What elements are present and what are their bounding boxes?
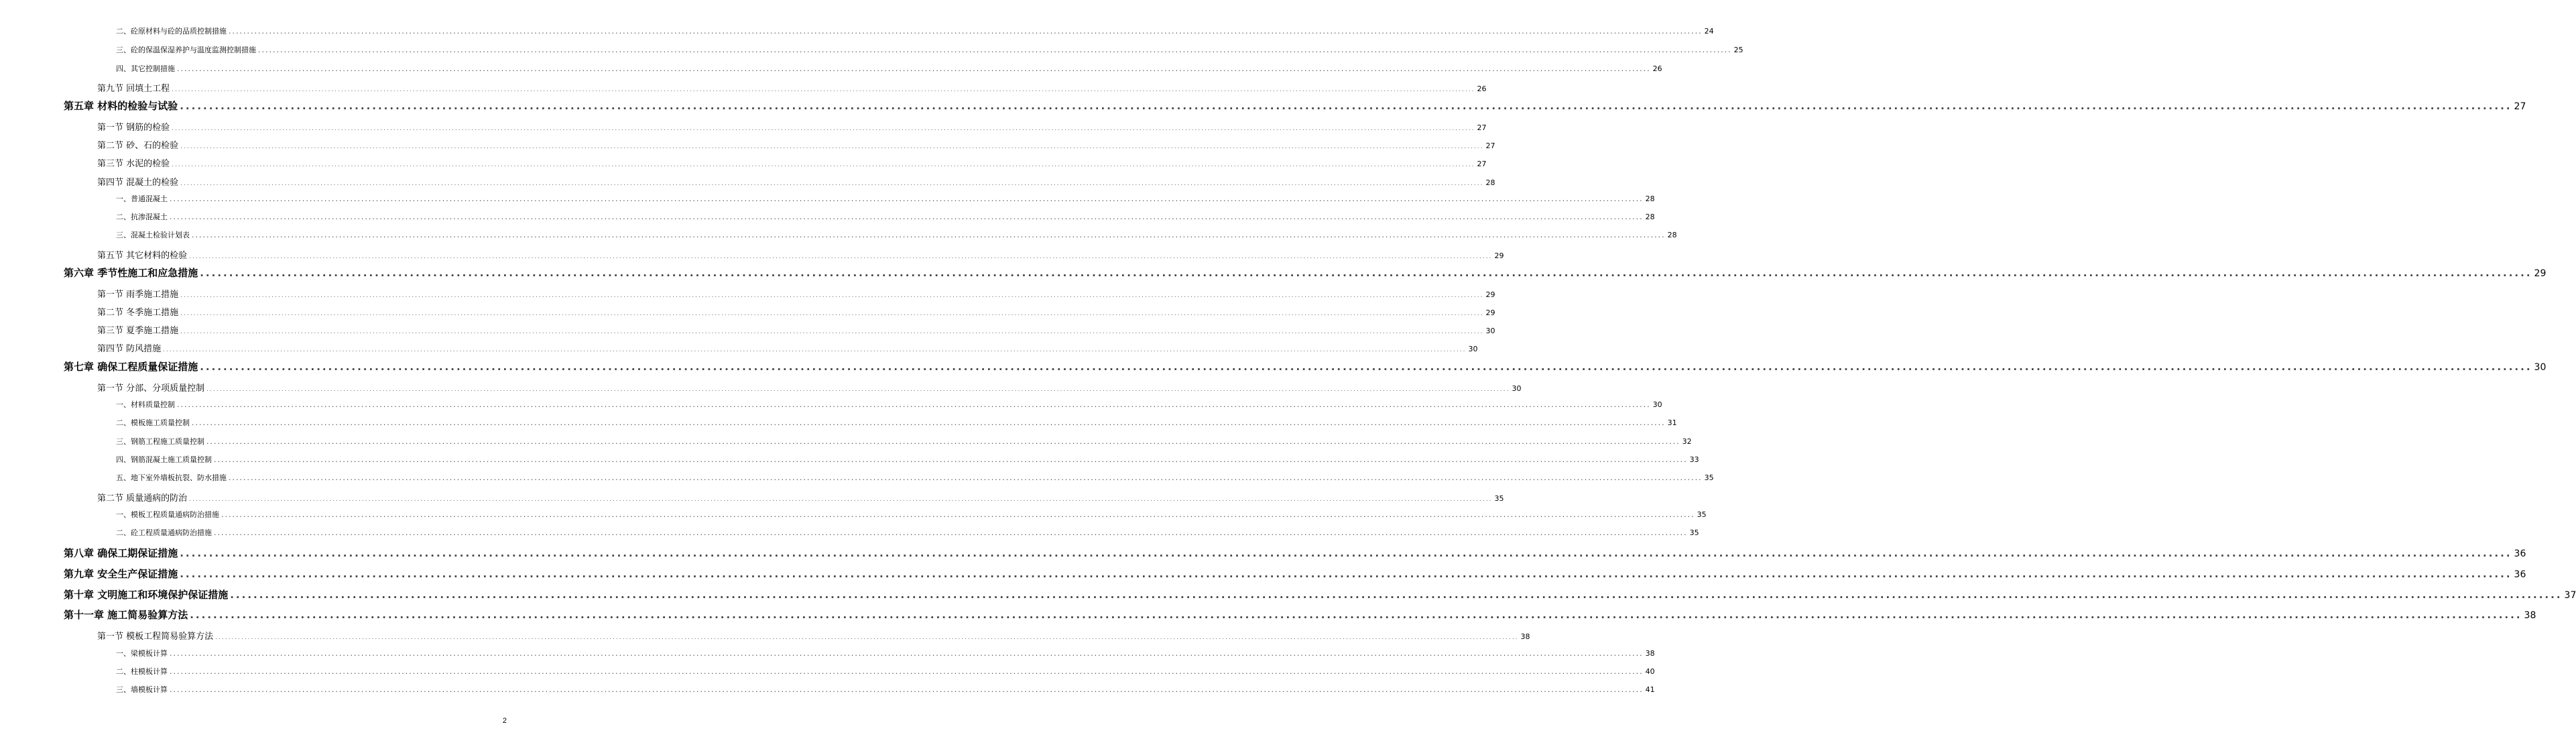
toc-entry[interactable] xyxy=(116,436,1692,448)
dot-leader: ................................................................................................................................................................................................................................................................................................................................................................................................................ xyxy=(177,400,1651,409)
toc-entry-title: 二、砼原材料与砼的品质控制措施 xyxy=(116,27,227,36)
toc-entry[interactable] xyxy=(116,666,1655,678)
toc-entry-page: 38 xyxy=(2524,610,2536,621)
toc-entry[interactable] xyxy=(97,248,1504,262)
toc-entry-title: 第四节 混凝土的检验 xyxy=(97,178,179,188)
dot-leader: ................................................................................................................................................................................................................................................................................................................................................................................................................ xyxy=(190,609,2522,621)
toc-entry-page: 29 xyxy=(1485,308,1495,317)
toc-entry[interactable] xyxy=(116,399,1662,411)
dot-leader: ................................................................................................................................................................................................................................................................................................................................................................................................................ xyxy=(170,685,1644,694)
toc-entry-title: 第二节 质量通病的防治 xyxy=(97,494,188,504)
dot-leader: ................................................................................................................................................................................................................................................................................................................................................................................................................ xyxy=(170,649,1644,658)
toc-entry-page: 35 xyxy=(1697,510,1707,519)
toc-entry[interactable] xyxy=(116,527,1699,539)
toc-entry-page: 26 xyxy=(1652,64,1662,73)
toc-entry-page: 41 xyxy=(1645,685,1655,694)
toc-entry-title: 第十章 文明施工和环境保护保证措施 xyxy=(64,589,229,601)
toc-entry-title: 第一节 模板工程简易验算方法 xyxy=(97,632,214,642)
dot-leader: ................................................................................................................................................................................................................................................................................................................................................................................................................ xyxy=(170,213,1644,221)
toc-entry[interactable] xyxy=(64,607,2536,624)
toc-entry-page: 35 xyxy=(1704,473,1714,482)
dot-leader: ................................................................................................................................................................................................................................................................................................................................................................................................................ xyxy=(172,86,1475,93)
toc-entry-page: 28 xyxy=(1667,231,1677,239)
toc-entry[interactable] xyxy=(116,229,1677,241)
toc-entry-page: 35 xyxy=(1689,528,1699,537)
toc-entry-page: 29 xyxy=(1485,290,1495,299)
toc-entry[interactable] xyxy=(116,25,1714,38)
toc-entry-page: 30 xyxy=(2534,362,2547,373)
toc-entry[interactable] xyxy=(97,175,1495,188)
dot-leader: ................................................................................................................................................................................................................................................................................................................................................................................................................ xyxy=(214,528,1688,537)
dot-leader: ................................................................................................................................................................................................................................................................................................................................................................................................................ xyxy=(189,496,1493,503)
dot-leader: ................................................................................................................................................................................................................................................................................................................................................................................................................ xyxy=(180,329,1484,335)
toc-entry-title: 第七章 确保工程质量保证措施 xyxy=(64,361,198,373)
dot-leader: ................................................................................................................................................................................................................................................................................................................................................................................................................ xyxy=(200,267,2532,279)
dot-leader: ................................................................................................................................................................................................................................................................................................................................................................................................................ xyxy=(229,27,1703,36)
page-number: 2 xyxy=(502,717,507,725)
toc-entry-title: 二、模板施工质量控制 xyxy=(116,418,190,427)
toc-entry-page: 27 xyxy=(2514,101,2526,112)
dot-leader: ................................................................................................................................................................................................................................................................................................................................................................................................................ xyxy=(229,473,1703,482)
toc-entry-title: 第三节 水泥的检验 xyxy=(97,159,170,169)
dot-leader: ................................................................................................................................................................................................................................................................................................................................................................................................................ xyxy=(206,386,1510,393)
toc-entry[interactable] xyxy=(116,454,1699,466)
toc-entry[interactable] xyxy=(97,138,1495,152)
toc-entry-title: 四、钢筋混凝土施工质量控制 xyxy=(116,455,212,464)
toc-entry[interactable] xyxy=(116,509,1707,521)
toc-entry-title: 二、抗渗混凝土 xyxy=(116,213,168,221)
toc-entry[interactable] xyxy=(116,63,1662,75)
dot-leader: ................................................................................................................................................................................................................................................................................................................................................................................................................ xyxy=(258,46,1732,54)
toc-entry-page: 29 xyxy=(2534,268,2547,279)
toc-entry[interactable] xyxy=(97,381,1522,394)
toc-entry-title: 一、梁模板计算 xyxy=(116,649,168,658)
toc-entry-title: 一、材料质量控制 xyxy=(116,400,175,409)
toc-entry-title: 五、地下室外墙板抗裂、防水措施 xyxy=(116,473,227,482)
toc-entry-title: 三、混凝土检验计划表 xyxy=(116,231,190,239)
dot-leader: ................................................................................................................................................................................................................................................................................................................................................................................................................ xyxy=(180,292,1484,299)
toc-entry-page: 27 xyxy=(1477,123,1487,132)
toc-entry-title: 二、柱模板计算 xyxy=(116,667,168,676)
toc-entry-title: 一、模板工程质量通病防治措施 xyxy=(116,510,219,519)
dot-leader: ................................................................................................................................................................................................................................................................................................................................................................................................................ xyxy=(172,162,1475,168)
dot-leader: ................................................................................................................................................................................................................................................................................................................................................................................................................ xyxy=(192,418,1666,427)
dot-leader: ................................................................................................................................................................................................................................................................................................................................................................................................................ xyxy=(200,361,2532,373)
toc-entry[interactable] xyxy=(97,156,1487,170)
toc-entry-title: 第五节 其它材料的检验 xyxy=(97,251,188,261)
toc-entry-page: 30 xyxy=(1652,400,1662,409)
toc-entry[interactable] xyxy=(116,44,1743,56)
toc-entry-title: 第八章 确保工期保证措施 xyxy=(64,547,178,559)
dot-leader: ................................................................................................................................................................................................................................................................................................................................................................................................................ xyxy=(192,231,1666,239)
toc-entry-page: 28 xyxy=(1485,178,1495,187)
toc-entry-title: 第二节 冬季施工措施 xyxy=(97,308,179,318)
toc-entry[interactable] xyxy=(97,491,1504,504)
toc-entry-page: 33 xyxy=(1689,455,1699,464)
toc-entry[interactable] xyxy=(97,629,1530,642)
toc-entry-page: 27 xyxy=(1477,160,1487,168)
toc-entry-title: 第九章 安全生产保证措施 xyxy=(64,568,178,580)
toc-entry[interactable] xyxy=(97,120,1487,133)
dot-leader: ................................................................................................................................................................................................................................................................................................................................................................................................................ xyxy=(172,125,1475,132)
dot-leader: ................................................................................................................................................................................................................................................................................................................................................................................................................ xyxy=(170,667,1644,676)
toc-entry-page: 31 xyxy=(1667,418,1677,427)
toc-entry-page: 40 xyxy=(1645,667,1655,676)
toc-entry-title: 第二节 砂、石的检验 xyxy=(97,141,179,151)
toc-entry[interactable] xyxy=(116,193,1655,205)
toc-entry[interactable] xyxy=(116,472,1714,484)
toc-entry-page: 30 xyxy=(1468,345,1478,353)
dot-leader: ................................................................................................................................................................................................................................................................................................................................................................................................................ xyxy=(230,589,2563,601)
toc-entry-page: 36 xyxy=(2514,548,2526,559)
toc-entry-title: 三、钢筋工程施工质量控制 xyxy=(116,437,204,446)
toc-entry[interactable] xyxy=(97,323,1495,337)
toc-entry-page: 27 xyxy=(1485,141,1495,150)
toc-entry[interactable] xyxy=(64,546,2526,562)
toc-entry-page: 37 xyxy=(2564,590,2576,601)
dot-leader: ................................................................................................................................................................................................................................................................................................................................................................................................................ xyxy=(177,64,1651,73)
toc-entry[interactable] xyxy=(64,266,2547,282)
dot-leader: ................................................................................................................................................................................................................................................................................................................................................................................................................ xyxy=(180,310,1484,317)
toc-entry-title: 第十一章 施工简易验算方法 xyxy=(64,609,188,621)
toc-entry-page: 25 xyxy=(1733,46,1743,54)
toc-entry-title: 第九节 回填土工程 xyxy=(97,84,170,94)
toc-entry-page: 29 xyxy=(1494,251,1504,260)
toc-entry-page: 24 xyxy=(1704,27,1714,36)
dot-leader: ................................................................................................................................................................................................................................................................................................................................................................................................................ xyxy=(180,568,2512,580)
toc-entry-page: 38 xyxy=(1645,649,1655,658)
dot-leader: ................................................................................................................................................................................................................................................................................................................................................................................................................ xyxy=(170,194,1644,203)
dot-leader: ................................................................................................................................................................................................................................................................................................................................................................................................................ xyxy=(215,634,1519,641)
toc-entry-title: 二、砼工程质量通病防治措施 xyxy=(116,528,212,537)
dot-leader: ................................................................................................................................................................................................................................................................................................................................................................................................................ xyxy=(221,510,1695,519)
toc-entry-title: 第五章 材料的检验与试验 xyxy=(64,100,178,112)
toc-entry[interactable] xyxy=(116,417,1677,429)
toc-entry-title: 三、砼的保温保湿养护与温度监测控制措施 xyxy=(116,46,256,54)
toc-entry-title: 第一节 分部、分项质量控制 xyxy=(97,384,205,394)
toc-entry-title: 一、普通混凝土 xyxy=(116,194,168,203)
toc-entry[interactable] xyxy=(64,567,2526,583)
toc-entry[interactable] xyxy=(116,648,1655,660)
toc-entry-page: 30 xyxy=(1512,384,1522,393)
toc-entry[interactable] xyxy=(64,99,2526,115)
toc-entry-page: 30 xyxy=(1485,327,1495,335)
toc-entry[interactable] xyxy=(116,211,1655,223)
dot-leader: ................................................................................................................................................................................................................................................................................................................................................................................................................ xyxy=(180,100,2512,112)
toc-entry-page: 28 xyxy=(1645,194,1655,203)
toc-entry[interactable] xyxy=(97,287,1495,300)
dot-leader: ................................................................................................................................................................................................................................................................................................................................................................................................................ xyxy=(180,143,1484,150)
toc-entry[interactable] xyxy=(64,359,2547,375)
toc-entry[interactable] xyxy=(97,81,1487,95)
toc-entry-title: 第六章 季节性施工和应急措施 xyxy=(64,267,198,279)
dot-leader: ................................................................................................................................................................................................................................................................................................................................................................................................................ xyxy=(163,347,1467,353)
toc-entry-title: 第一节 钢筋的检验 xyxy=(97,123,170,133)
dot-leader: ................................................................................................................................................................................................................................................................................................................................................................................................................ xyxy=(189,253,1493,260)
toc-entry[interactable] xyxy=(116,684,1655,696)
toc-entry-title: 三、墙模板计算 xyxy=(116,685,168,694)
toc-entry[interactable] xyxy=(97,305,1495,318)
toc-entry-page: 26 xyxy=(1477,84,1487,93)
toc-entry-page: 36 xyxy=(2514,569,2526,580)
toc-entry-page: 32 xyxy=(1682,437,1692,446)
toc-entry-page: 28 xyxy=(1645,213,1655,221)
dot-leader: ................................................................................................................................................................................................................................................................................................................................................................................................................ xyxy=(206,437,1680,446)
toc-entry-title: 第四节 防风措施 xyxy=(97,344,162,354)
dot-leader: ................................................................................................................................................................................................................................................................................................................................................................................................................ xyxy=(180,547,2512,559)
toc-entry-title: 第一节 雨季施工措施 xyxy=(97,290,179,300)
toc-entry-title: 第三节 夏季施工措施 xyxy=(97,326,179,336)
dot-leader: ................................................................................................................................................................................................................................................................................................................................................................................................................ xyxy=(214,455,1688,464)
toc-entry[interactable] xyxy=(97,341,1478,355)
toc-entry[interactable] xyxy=(64,587,2576,603)
toc-entry-page: 38 xyxy=(1520,632,1530,641)
toc-entry-page: 35 xyxy=(1494,494,1504,503)
dot-leader: ................................................................................................................................................................................................................................................................................................................................................................................................................ xyxy=(180,180,1484,187)
toc-entry-title: 四、其它控制措施 xyxy=(116,64,175,73)
